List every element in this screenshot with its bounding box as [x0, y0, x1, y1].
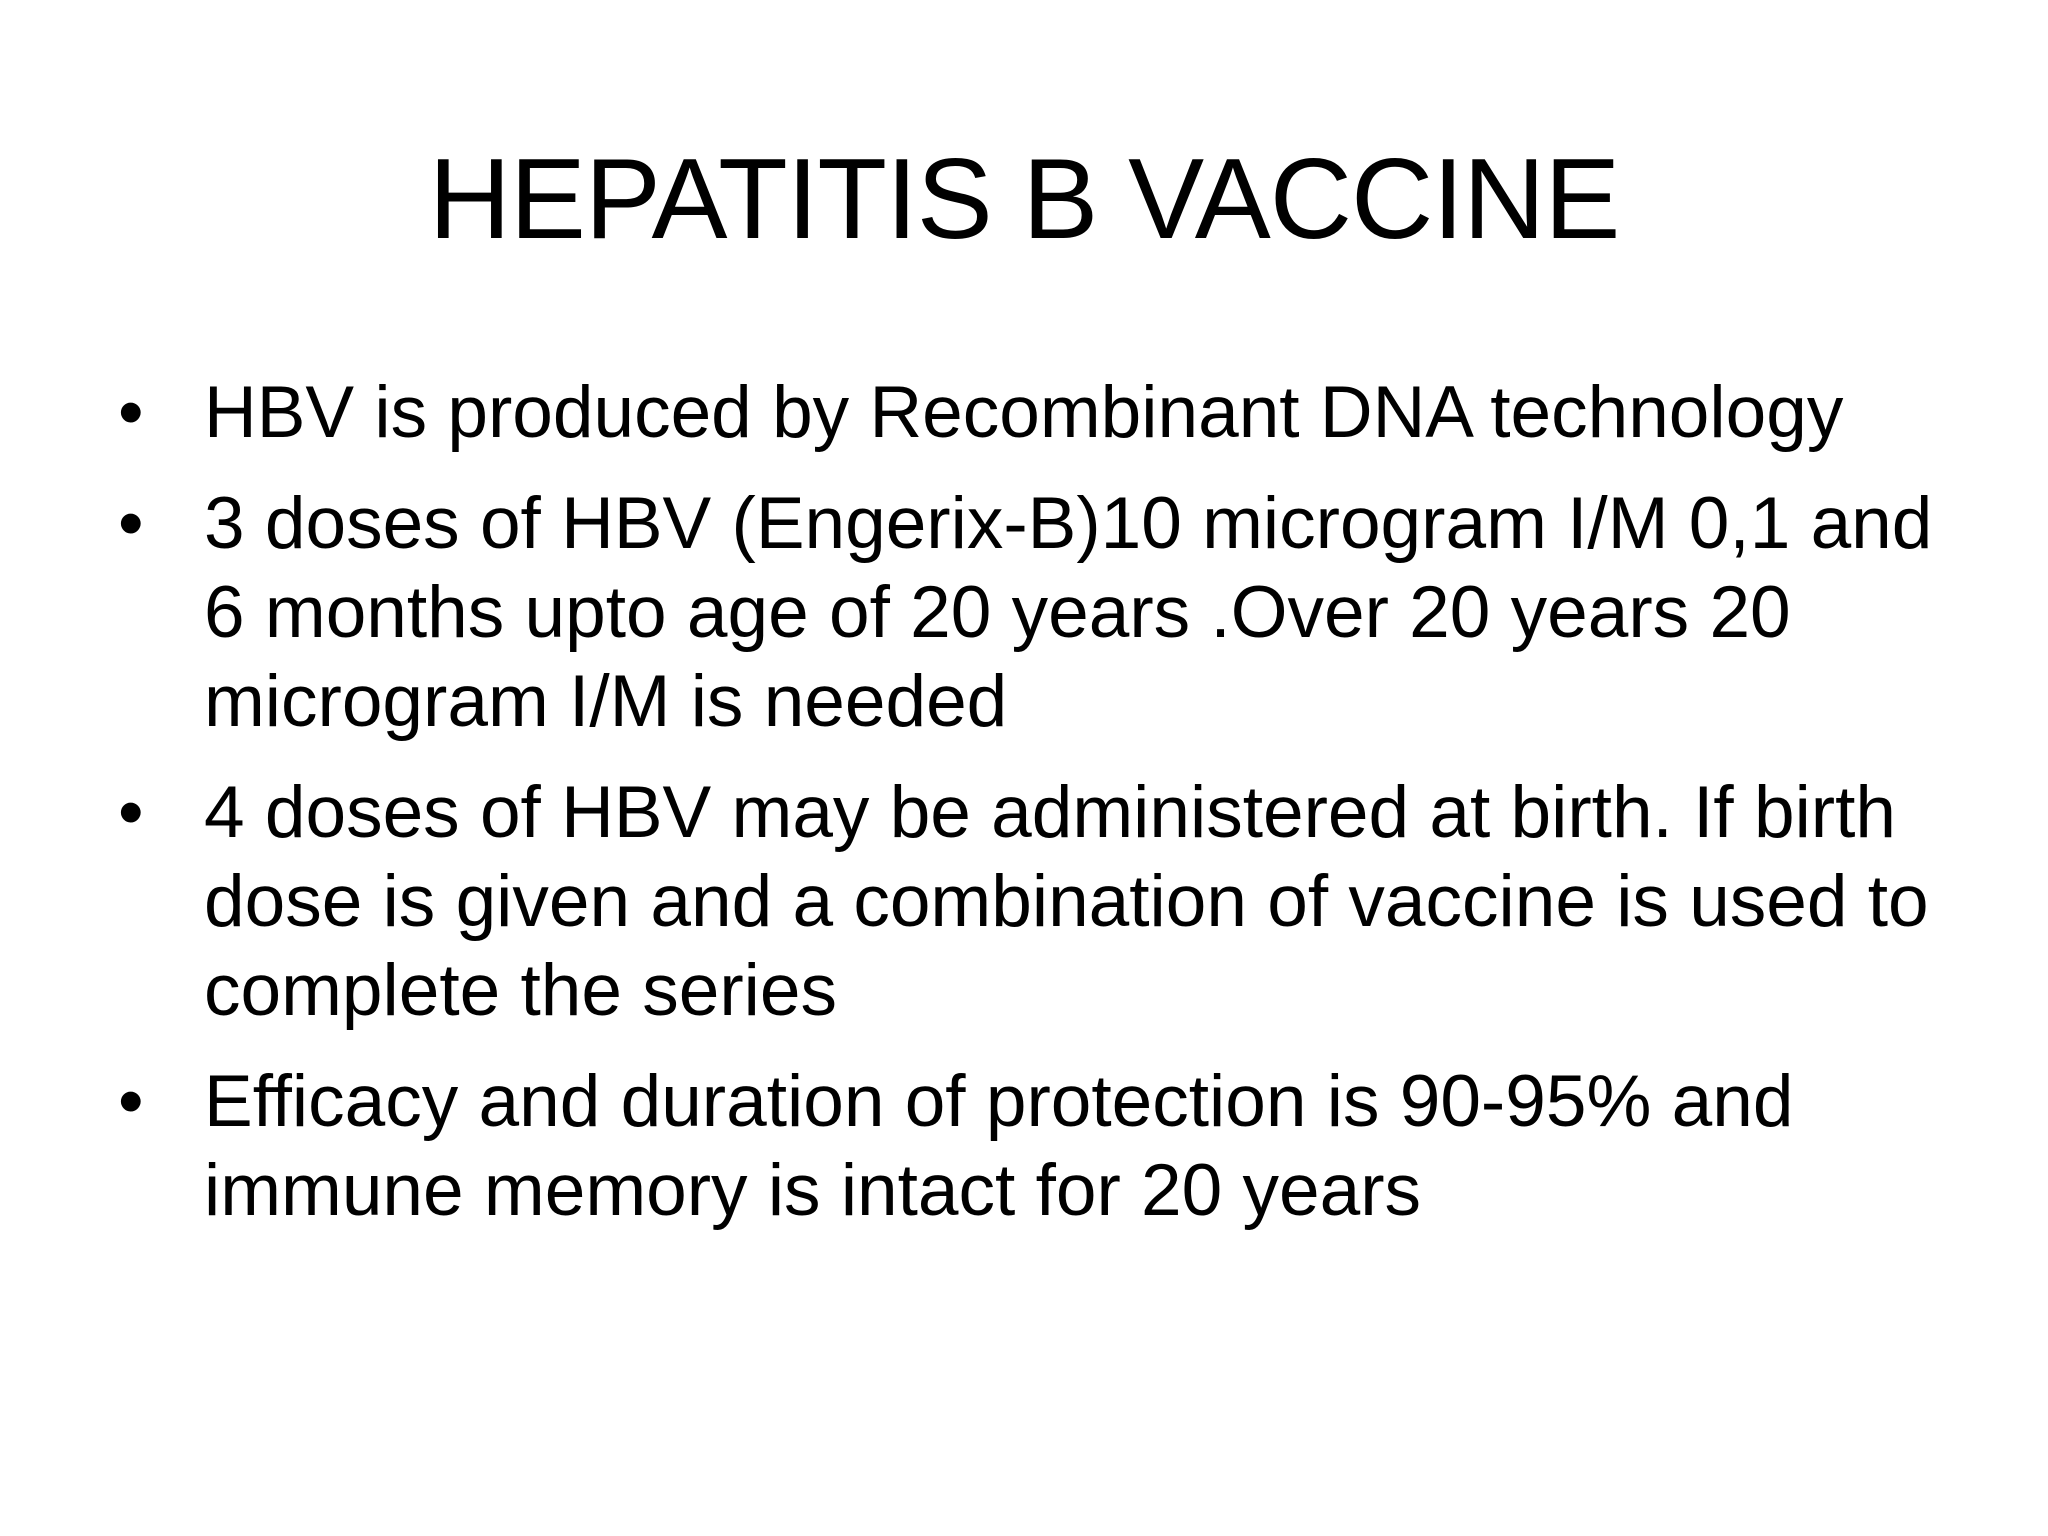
slide-title: HEPATITIS B VACCINE — [428, 136, 1620, 263]
bullet-text: 3 doses of HBV (Engerix-B)10 microgram I/M 0,1 and 6 months upto age of 20 years .Over 20 years 20 microgram I/M is needed — [204, 483, 1933, 742]
bullet-item — [118, 768, 1948, 1035]
bullet-icon: • — [118, 483, 144, 564]
bullet-icon: • — [118, 372, 144, 453]
bullet-item — [118, 1057, 1948, 1235]
bullet-icon: • — [118, 1061, 144, 1142]
bullet-item — [118, 368, 1948, 457]
bullet-icon: • — [118, 772, 144, 853]
bullet-text: HBV is produced by Recombinant DNA technology — [204, 372, 1844, 453]
bullet-list — [118, 368, 1948, 1257]
bullet-text: 4 doses of HBV may be administered at birth. If birth dose is given and a combination of vaccine is used to complete the series — [204, 772, 1929, 1031]
bullet-item — [118, 479, 1948, 746]
bullet-text: Efficacy and duration of protection is 90-95% and immune memory is intact for 20 years — [204, 1061, 1794, 1231]
